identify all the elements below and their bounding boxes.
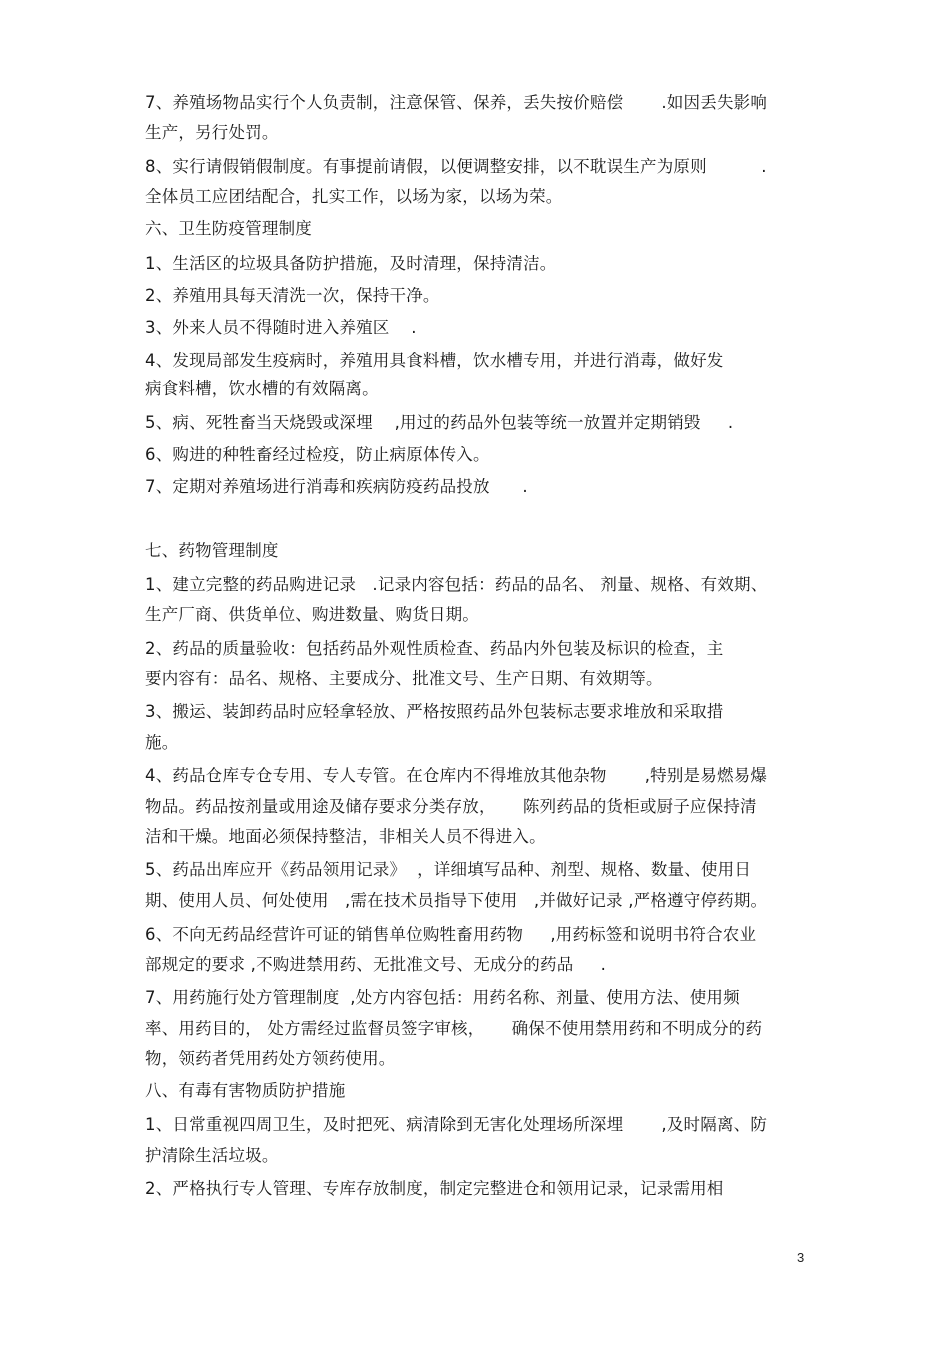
- text-line: 全体员工应团结配合，扎实工作，以场为家，以场为荣。: [145, 187, 563, 206]
- text-line: 率、用药目的， 处方需经过监督员签字审核， 确保不使用禁用药和不明成分的药: [145, 1019, 763, 1038]
- section-heading: 七、药物管理制度: [145, 541, 279, 560]
- text-line: 7、用药施行处方管理制度 ,处方内容包括：用药名称、剂量、使用方法、使用频: [145, 988, 740, 1007]
- text-line: 期、使用人员、何处使用 ,需在技术员指导下使用 ,并做好记录 ,严格遵守停药期。: [145, 891, 768, 910]
- text-line: 8、实行请假销假制度。有事提前请假，以便调整安排，以不耽误生产为原则 .: [145, 157, 767, 176]
- text-line: 5、病、死牲畜当天烧毁或深埋 ,用过的药品外包装等统一放置并定期销毁 .: [145, 413, 734, 432]
- text-line: 2、药品的质量验收：包括药品外观性质检查、药品内外包装及标识的检查，主: [145, 639, 724, 658]
- text-line: 3、搬运、装卸药品时应轻拿轻放、严格按照药品外包装标志要求堆放和采取措: [145, 702, 724, 721]
- text-line: 3、外来人员不得随时进入养殖区 .: [145, 318, 417, 337]
- text-line: 6、购进的种牲畜经过检疫，防止病原体传入。: [145, 445, 490, 464]
- text-line: 5、药品出库应开《药品领用记录》 ，详细填写品种、剂型、规格、数量、使用日: [145, 860, 752, 879]
- text-line: 要内容有：品名、规格、主要成分、批准文号、生产日期、有效期等。: [145, 669, 663, 688]
- text-line: 1、建立完整的药品购进记录 .记录内容包括：药品的品名、 剂量、规格、有效期、: [145, 575, 768, 594]
- text-line: 4、药品仓库专仓专用、专人专管。在仓库内不得堆放其他杂物 ,特别是易燃易爆: [145, 766, 768, 785]
- text-line: 2、严格执行专人管理、专库存放制度，制定完整进仓和领用记录，记录需用相: [145, 1179, 724, 1198]
- text-line: 物品。药品按剂量或用途及储存要求分类存放， 陈列药品的货柜或厨子应保持清: [145, 797, 757, 816]
- section-heading: 八、有毒有害物质防护措施: [145, 1081, 346, 1100]
- text-line: 部规定的要求 ,不购进禁用药、无批准文号、无成分的药品 .: [145, 955, 607, 974]
- page-number: 3: [797, 1250, 805, 1265]
- text-line: 1、生活区的垃圾具备防护措施，及时清理，保持清洁。: [145, 254, 557, 273]
- text-line: 施。: [145, 733, 179, 752]
- text-line: 4、发现局部发生疫病时，养殖用具食料槽，饮水槽专用，并进行消毒，做好发: [145, 351, 724, 370]
- text-line: 病食料槽，饮水槽的有效隔离。: [145, 379, 379, 398]
- text-line: 1、日常重视四周卫生，及时把死、病清除到无害化处理场所深埋 ,及时隔离、防: [145, 1115, 768, 1134]
- text-line: 2、养殖用具每天清洗一次，保持干净。: [145, 286, 440, 305]
- text-line: 护清除生活垃圾。: [145, 1146, 279, 1165]
- text-line: 生产厂商、供货单位、购进数量、购货日期。: [145, 605, 479, 624]
- text-line: 洁和干燥。地面必须保持整洁，非相关人员不得进入。: [145, 827, 546, 846]
- text-line: 物，领药者凭用药处方领药使用。: [145, 1049, 396, 1068]
- text-line: 7、养殖场物品实行个人负责制，注意保管、保养，丢失按价赔偿 .如因丢失影响: [145, 93, 768, 112]
- section-heading: 六、卫生防疫管理制度: [145, 219, 312, 238]
- text-line: 6、不向无药品经营许可证的销售单位购牲畜用药物 ,用药标签和说明书符合农业: [145, 925, 757, 944]
- text-line: 生产，另行处罚。: [145, 123, 279, 142]
- text-line: 7、定期对养殖场进行消毒和疾病防疫药品投放 .: [145, 477, 528, 496]
